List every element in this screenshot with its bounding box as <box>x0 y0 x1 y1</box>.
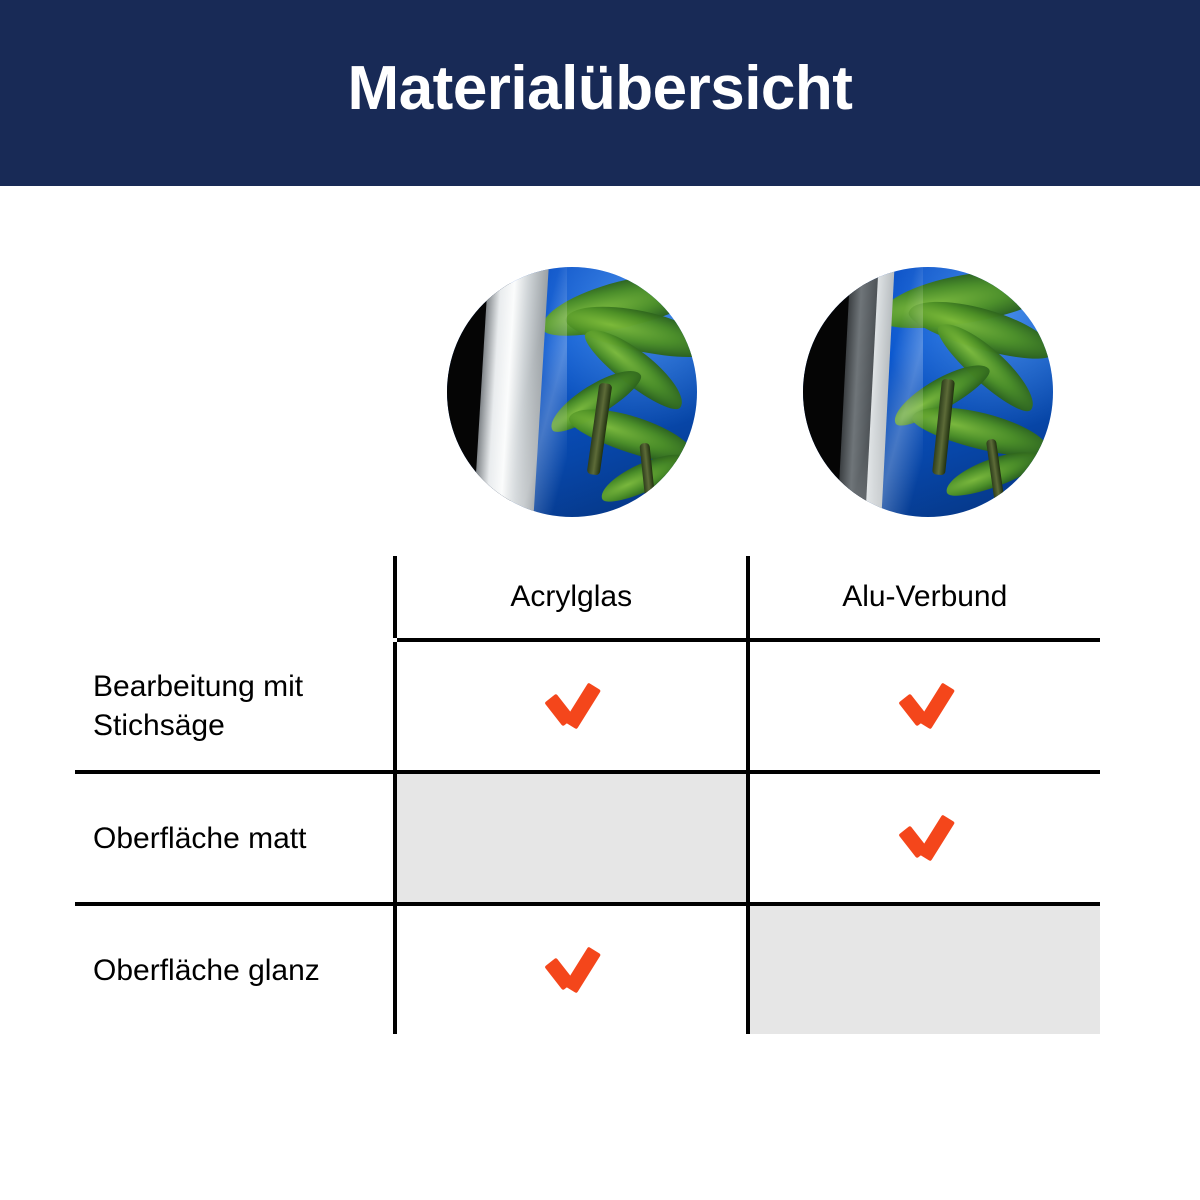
palm-photo <box>447 267 697 517</box>
cell-glanz-alu-verbund <box>748 904 1101 1034</box>
table-corner-cell <box>75 556 395 640</box>
table-row <box>75 640 1100 772</box>
page-title: Materialübersicht <box>347 54 853 123</box>
column-header-alu-verbund: Alu-Verbund <box>748 556 1101 640</box>
table-row <box>75 904 1100 1034</box>
cell-glanz-acrylglas <box>395 904 748 1034</box>
check-icon <box>897 813 953 859</box>
row-label-glanz: Oberfläche glanz <box>93 953 320 987</box>
check-icon <box>897 681 953 727</box>
material-comparison-table <box>75 556 1100 1034</box>
cell-bearbeitung-acrylglas <box>395 640 748 772</box>
alu-verbund-sample-image <box>803 267 1053 517</box>
table-row <box>75 772 1100 904</box>
cell-matt-alu-verbund <box>748 772 1101 904</box>
sample-images <box>0 267 1200 517</box>
column-header-acrylglas: Acrylglas <box>395 556 748 640</box>
acrylglas-sample-image <box>447 267 697 517</box>
cell-matt-acrylglas <box>395 772 748 904</box>
row-label-bearbeitung: Bearbeitung mit Stichsäge <box>75 640 395 772</box>
cell-bearbeitung-alu-verbund <box>748 640 1101 772</box>
page-header <box>0 0 1200 186</box>
row-label-matt: Oberfläche matt <box>75 772 395 904</box>
check-icon <box>543 681 599 727</box>
palm-photo <box>803 267 1053 517</box>
check-icon <box>543 945 599 991</box>
table-header-row <box>75 556 1100 640</box>
